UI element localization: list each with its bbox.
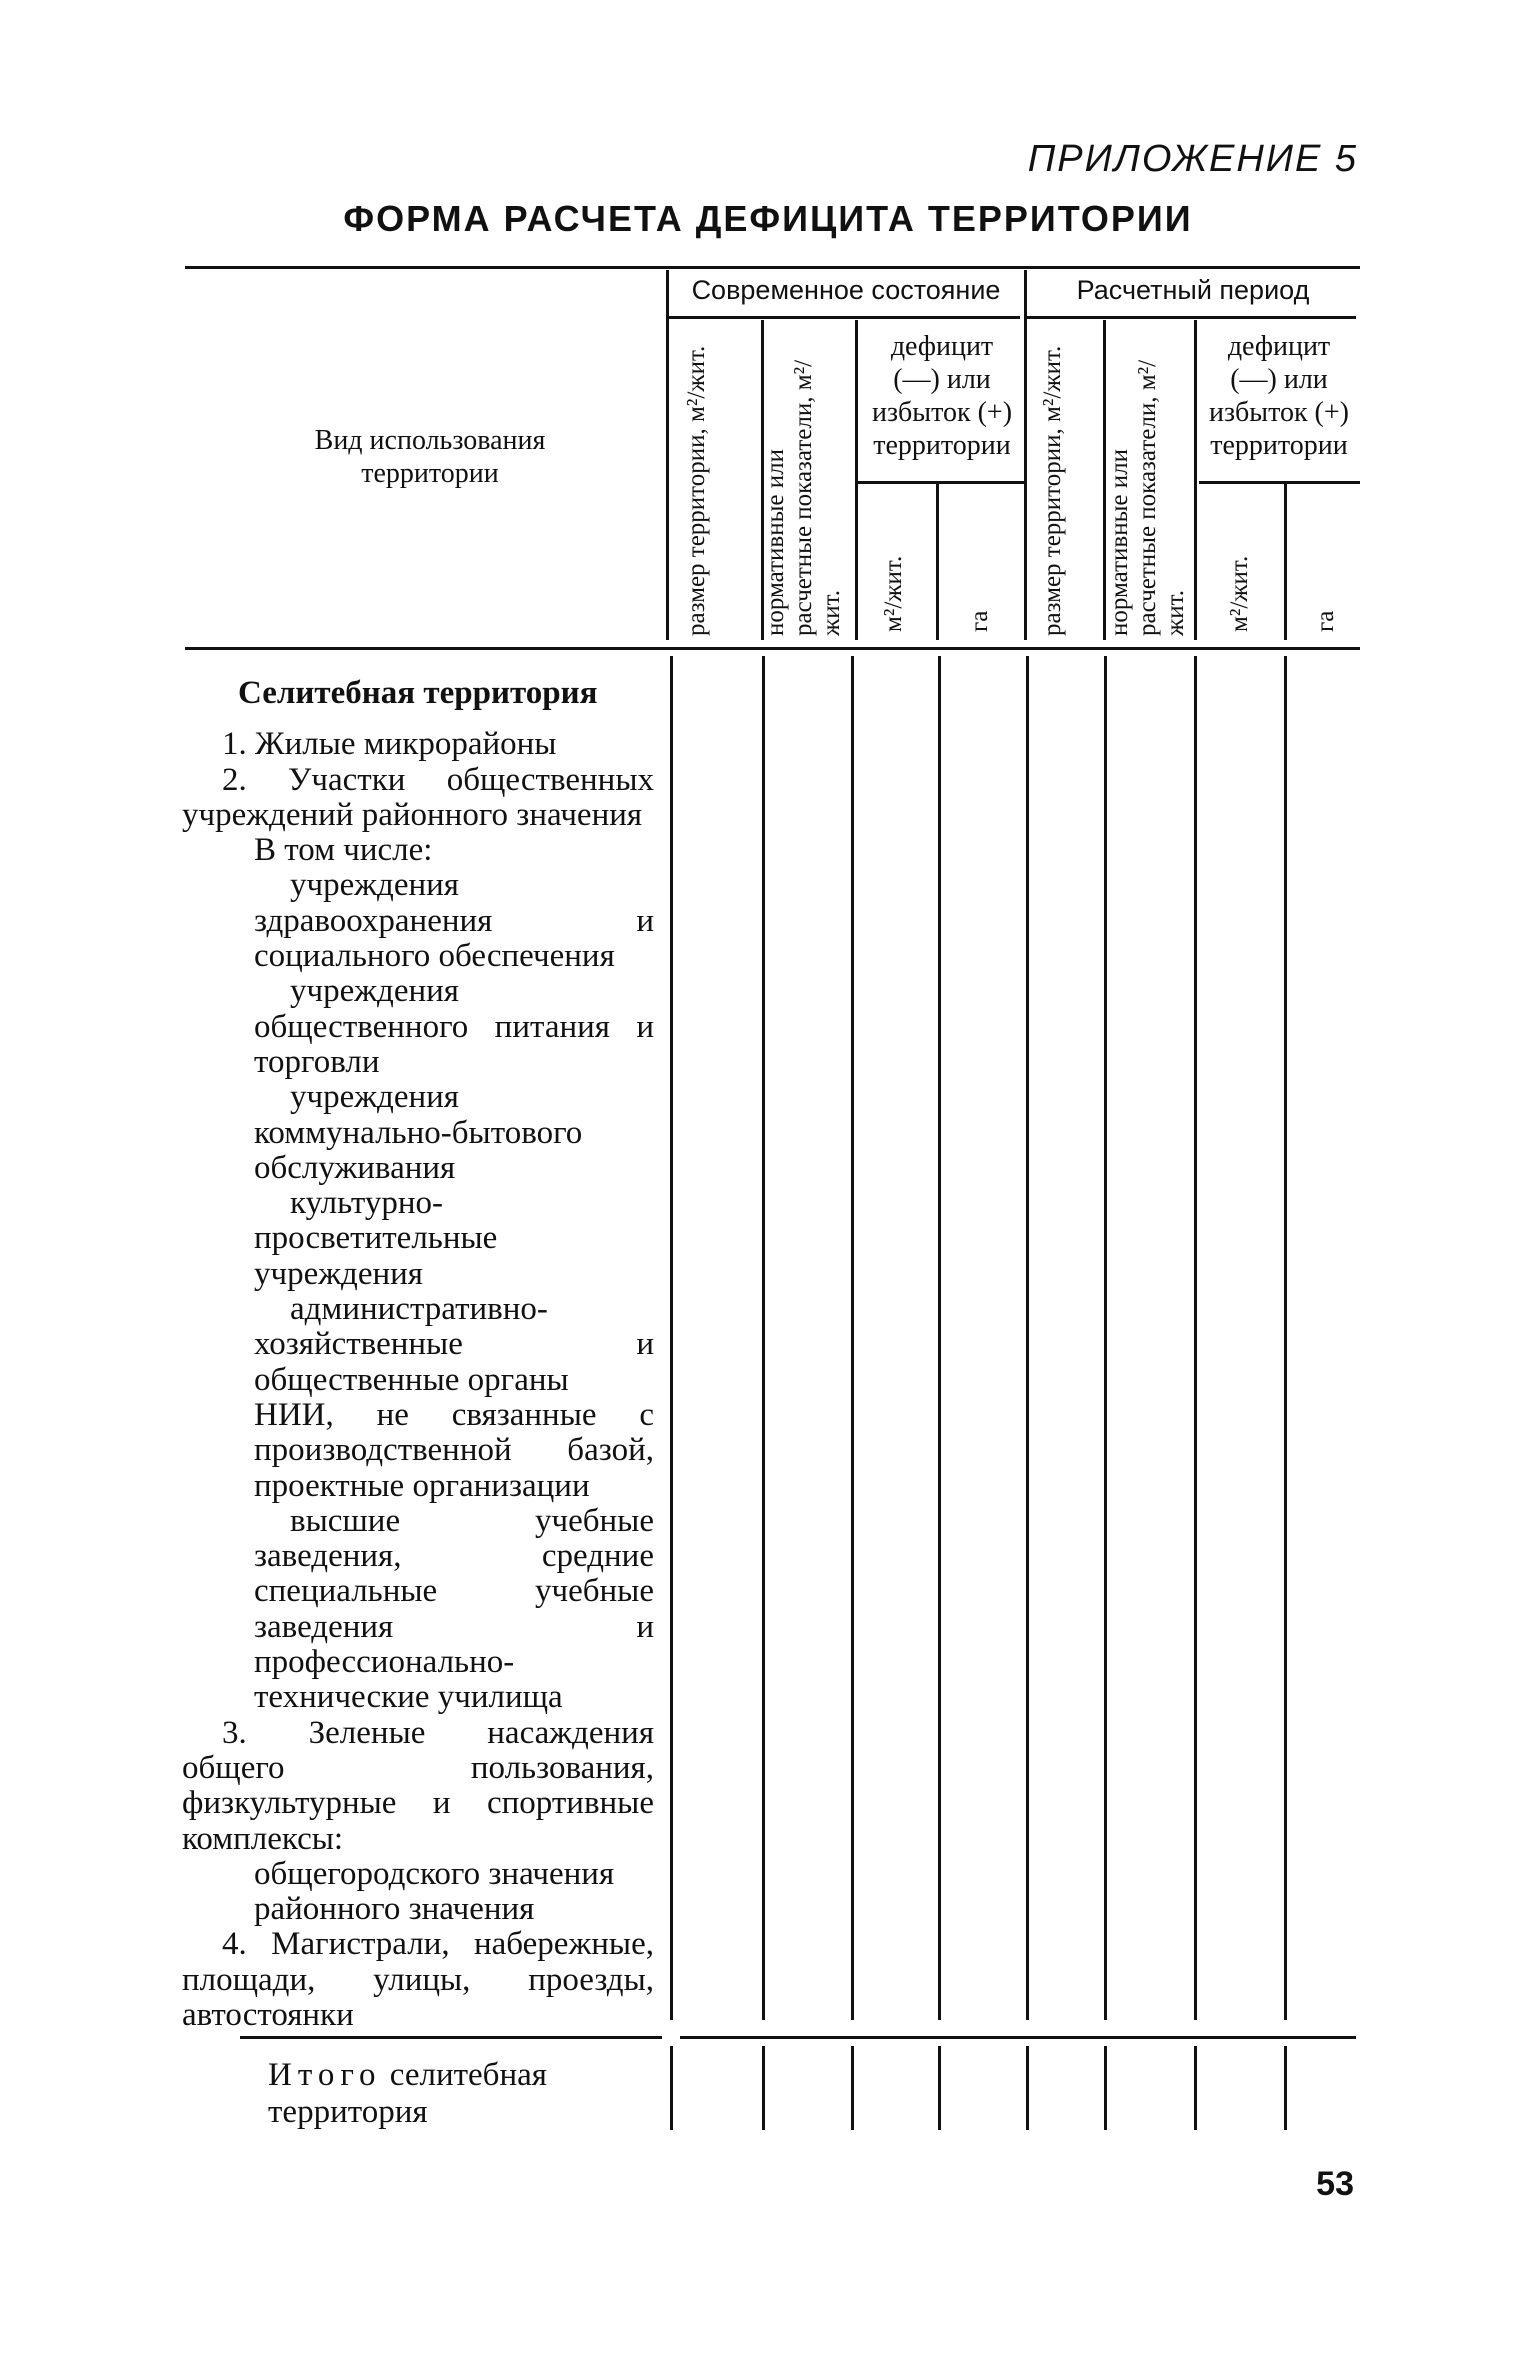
group-underline-future [1026, 316, 1356, 319]
list-item: учреждения коммунально-бытового обслуживания [254, 1079, 583, 1186]
deficit-underline-future [1199, 481, 1360, 484]
deficit-header-future: дефицит (—) или избыток (+) территории [1208, 331, 1349, 461]
row-header: Вид использования территории [314, 425, 546, 489]
group-future: Расчетный период [1076, 275, 1310, 305]
size-header-current-text: размер территории, м²/жит. [683, 345, 710, 636]
body-col-2 [762, 656, 765, 2020]
list-item: 4. Магистрали, набережные, площади, улицы, проезды, автостоянки [182, 1926, 654, 2033]
total-rest: селитебная территория [268, 2057, 547, 2130]
table-top-rule [185, 266, 1360, 269]
norm-header-current-text: нормативные или расчетные показатели, м²/жит. [762, 359, 845, 636]
list-item: учреждения здравоохранения и социального обеспечения [254, 867, 654, 975]
body-col-6 [1104, 656, 1107, 2020]
total-col-4 [938, 2046, 941, 2130]
section-title: Селитебная территория [238, 675, 598, 711]
body-col-4 [938, 656, 941, 2020]
col-divider-7 [1194, 320, 1197, 640]
land-use-list [182, 676, 654, 2033]
norm-header-future-text: нормативные или расчетные показатели, м²/жит. [1106, 359, 1189, 636]
total-col-3 [851, 2046, 854, 2130]
unit-ha-current: га [966, 610, 993, 632]
list-item: административно-хозяйственные и общественные органы [254, 1291, 654, 1398]
body-col-5 [1026, 656, 1029, 2020]
list-item: 2. Участки общественных учреждений районного значения [182, 761, 654, 833]
list-item: общегородского значения [254, 1855, 615, 1892]
total-col-1 [670, 2046, 673, 2130]
total-col-6 [1104, 2046, 1107, 2130]
deficit-header-current: дефицит (—) или избыток (+) территории [872, 331, 1013, 461]
group-current: Современное состояние [691, 275, 1001, 305]
list-item: В том числе: [254, 832, 433, 869]
page-title: ФОРМА РАСЧЕТА ДЕФИЦИТА ТЕРРИТОРИИ [343, 198, 1193, 239]
deficit-underline-current [858, 481, 1024, 484]
total-col-7 [1194, 2046, 1197, 2130]
total-row-label [268, 2057, 658, 2131]
list-item: культурно-просветительные учреждения [254, 1185, 498, 1292]
unit-m2-future: м²/жит. [1226, 555, 1253, 632]
size-header-current [683, 336, 711, 636]
size-header-future [1039, 336, 1067, 636]
appendix-label: ПРИЛОЖЕНИЕ 5 [1027, 138, 1358, 180]
norm-header-future [1106, 336, 1190, 636]
col-divider-5 [1024, 270, 1027, 640]
total-rule-right [680, 2036, 1356, 2039]
page-number: 53 [1316, 2165, 1354, 2203]
list-item: 1. Жилые микрорайоны [222, 726, 557, 763]
group-underline-current [668, 316, 1020, 319]
header-bottom-rule [185, 647, 1360, 650]
list-item: районного значения [254, 1891, 535, 1928]
body-col-8 [1284, 656, 1287, 2020]
total-word: Итого [268, 2057, 382, 2093]
size-header-future-text: размер территории, м²/жит. [1039, 345, 1066, 636]
unit-ha-future: га [1312, 610, 1339, 632]
col-divider-8 [1284, 484, 1287, 640]
norm-header-current [762, 336, 846, 636]
list-item: учреждения общественного питания и торговли [254, 973, 654, 1080]
total-col-8 [1284, 2046, 1287, 2130]
total-col-5 [1026, 2046, 1029, 2130]
list-item: 3. Зеленые насаждения общего пользования, физкультурные и спортивные комплексы: [182, 1714, 654, 1857]
body-col-3 [851, 656, 854, 2020]
col-divider-3 [855, 320, 858, 640]
list-item: высшие учебные заведения, средние специальные учебные заведения и профессионально-технические училища [254, 1502, 654, 1716]
unit-m2-current: м²/жит. [880, 555, 907, 632]
total-rule-left [240, 2036, 662, 2039]
body-col-7 [1194, 656, 1197, 2020]
list-item: НИИ, не связанные с производственной базой, проектные организации [254, 1396, 654, 1504]
body-col-1 [670, 656, 673, 2020]
col-divider-4 [936, 484, 939, 640]
total-col-2 [762, 2046, 765, 2130]
col-divider-1 [666, 270, 669, 640]
